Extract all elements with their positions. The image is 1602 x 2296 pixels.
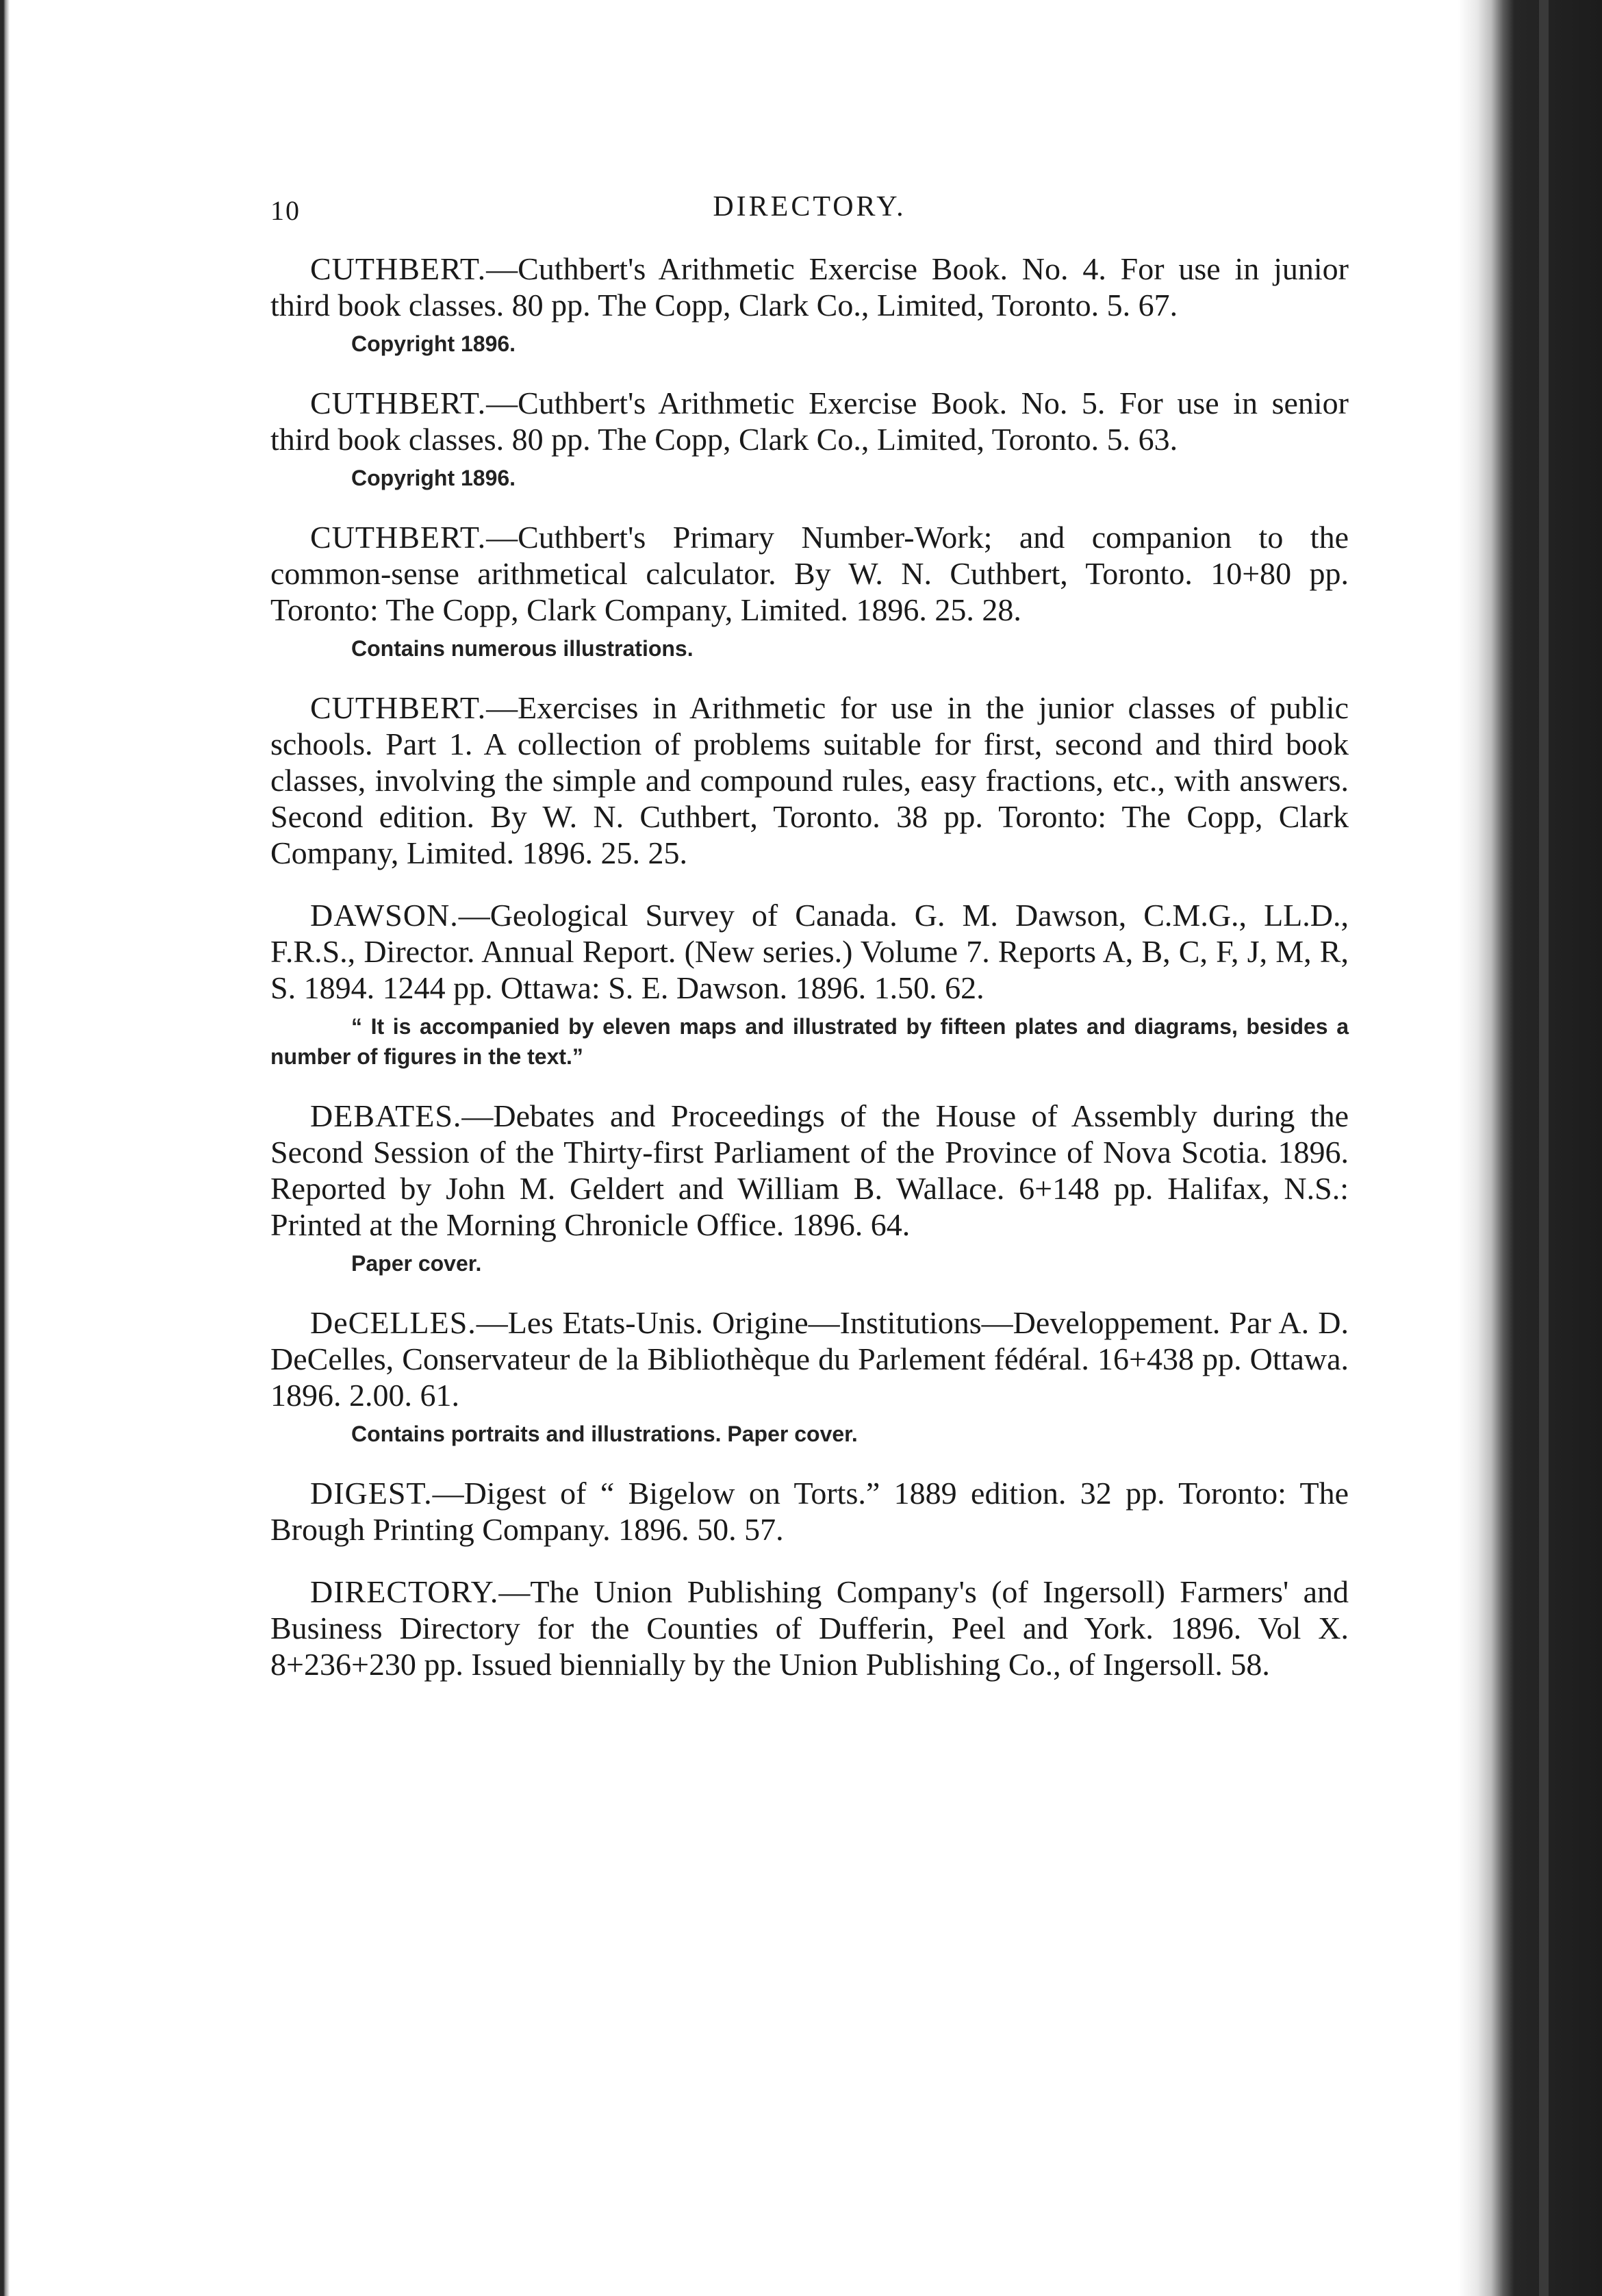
page-binding-shadow [0,0,10,2296]
entry-headword: DEBATES. [310,1098,462,1133]
entry-text [270,251,1349,323]
entry-note: Paper cover. [351,1251,482,1276]
entry-body: —Digest of “ Bigelow on Torts.” 1889 edition. 32 pp. Toronto: The Brough Printing Company. 1896. 50. 57. [270,1476,1349,1547]
entry-headword: CUTHBERT. [310,251,487,286]
entry-note: Contains portraits and illustrations. Paper cover. [351,1422,858,1446]
directory-entry [270,1475,1349,1548]
entry-note: “ It is accompanied by eleven maps and illustrated by fifteen plates and diagrams, besides a number of figures in the text.” [270,1014,1349,1069]
entry-headword: DIGEST. [310,1476,433,1511]
entry-body: —The Union Publishing Company's (of Ingersoll) Farmers' and Business Directory for the Counties of Dufferin, Peel and York. 1896. Vol X. 8+236+230 pp. Issued biennially by the Union Publishing Co., of Ingersoll. 58. [270,1574,1349,1682]
entry-headword: DIRECTORY. [310,1574,499,1609]
directory-entry [270,1574,1349,1682]
directory-entry [270,519,1349,664]
entry-body: —Cuthbert's Arithmetic Exercise Book. No. 4. For use in junior third book classes. 80 pp. The Copp, Clark Co., Limited, Toronto. 5. 67. [270,251,1349,323]
entry-note: Contains numerous illustrations. [351,636,694,661]
entry-text [270,1304,1349,1413]
book-edge-shadow [1458,0,1602,2296]
entry-body: —Les Etats-Unis. Origine—Institutions—Developpement. Par A. D. DeCelles, Conservateur de la Bibliothèque du Parlement fédéral. 16+438 pp. Ottawa. 1896. 2.00. 61. [270,1305,1349,1413]
entry-text [270,519,1349,628]
directory-entry [270,1304,1349,1449]
entry-text [270,1574,1349,1682]
directory-entry [270,690,1349,871]
entry-text [270,1475,1349,1548]
entry-body: —Geological Survey of Canada. G. M. Dawson, C.M.G., LL.D., F.R.S., Director. Annual Report. (New series.) Volume 7. Reports A, B, C, F, J, M, R, S. 1894. 1244 pp. Ottawa: S. E. Dawson. 1896. 1.50. 62. [270,898,1349,1005]
directory-entries [270,251,1349,1682]
page-header [270,185,1349,240]
entry-body: —Debates and Proceedings of the House of Assembly during the Second Session of the Thirty-first Parliament of the Province of Nova Scotia. 1896. Reported by John M. Geldert and William B. Wallace. 6+148 pp. Halifax, N.S.: Printed at the Morning Chronicle Office. 1896. 64. [270,1098,1349,1242]
running-head: DIRECTORY. [713,191,906,223]
entry-text [270,690,1349,871]
entry-headword: CUTHBERT. [310,520,487,555]
entry-headword: CUTHBERT. [310,690,487,725]
directory-entry [270,385,1349,493]
entry-headword: CUTHBERT. [310,386,487,420]
document-page [270,185,1349,1708]
directory-entry [270,1098,1349,1278]
entry-body: —Exercises in Arithmetic for use in the junior classes of public schools. Part 1. A collection of problems suitable for first, second and third book classes, involving the simple and compound rules, easy fractions, etc., with answers. Second edition. By W. N. Cuthbert, Toronto. 38 pp. Toronto: The Copp, Clark Company, Limited. 1896. 25. 25. [270,690,1349,870]
entry-text [270,897,1349,1006]
entry-text [270,1098,1349,1243]
page-number: 10 [270,195,301,226]
entry-body: —Cuthbert's Primary Number-Work; and companion to the common-sense arithmetical calculator. By W. N. Cuthbert, Toronto. 10+80 pp. Toronto: The Copp, Clark Company, Limited. 1896. 25. 28. [270,520,1349,627]
entry-headword: DAWSON. [310,898,459,933]
entry-text [270,385,1349,457]
entry-body: —Cuthbert's Arithmetic Exercise Book. No. 5. For use in senior third book classes. 80 pp. The Copp, Clark Co., Limited, Toronto. 5. 63. [270,386,1349,457]
entry-note: Copyright 1896. [351,466,516,490]
directory-entry [270,897,1349,1072]
entry-headword: DeCELLES. [310,1305,476,1340]
directory-entry [270,251,1349,359]
entry-note: Copyright 1896. [351,331,516,356]
